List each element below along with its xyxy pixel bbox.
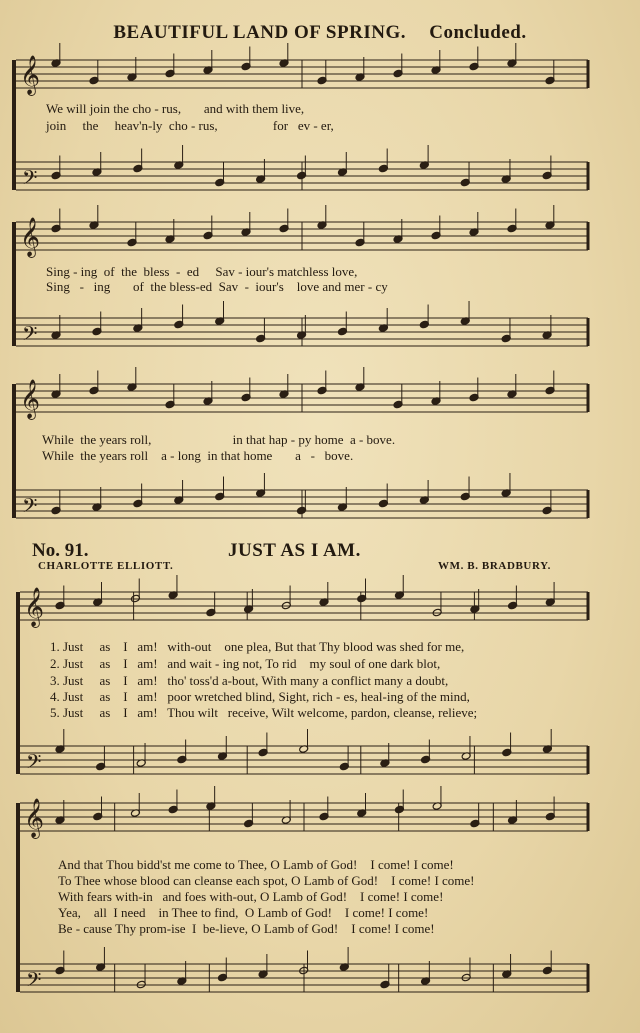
hymn2-title: JUST AS I AM. [228,540,361,561]
hymn2-verse1-a: 1. Just as I am! with-out one plea, But that Thy blood was shed for me, [50,639,465,654]
system2-bass-clef: 𝄢 [22,322,38,350]
system4-bass-clef: 𝄢 [26,750,42,778]
system5-bass-clef: 𝄢 [26,968,42,996]
hymn1-s3-lyric-line2: While the years roll a - long in that home a - bove. [42,448,354,463]
hymn2-lyricist: CHARLOTTE ELLIOTT. [38,560,174,572]
hymn1-s3-lyric-line1: While the years roll, in that hap - py home a - bove. [42,432,396,447]
hymn2-verse1-b: And that Thou bidd'st me come to Thee, O Lamb of God! I come! I come! [58,857,454,872]
hymn2-verse2-a: 2. Just as I am! and wait - ing not, To rid my soul of one dark blot, [50,656,441,671]
hymn1-heading [0,22,640,44]
hymn1-s2-lyric-line1: Sing - ing of the bless - ed Sav - iour's matchless love, [46,264,358,279]
hymn1-s1-lyric-line1: We will join the cho - rus, and with them live, [46,101,305,116]
system1-bass-clef: 𝄢 [22,166,38,194]
system4-treble-clef: 𝄞 [24,587,45,627]
hymn1-title: BEAUTIFUL LAND OF SPRING. [113,22,406,43]
hymn2-number: No. 91. [32,540,89,561]
hymn1-s1-lyric-line2: join the heav'n-ly cho - rus, for ev - er, [46,118,334,133]
system3-bass-clef: 𝄢 [22,494,38,522]
hymn2-verse3-b: With fears with-in and foes with-out, O Lamb of God! I come! I come! [58,889,444,904]
hymn2-composer: WM. B. BRADBURY. [438,560,552,572]
hymn2-verse2-b: To Thee whose blood can cleanse each spot, O Lamb of God! I come! I come! [58,873,475,888]
hymn2-verse4-a: 4. Just as I am! poor wretched blind, Sight, rich - es, heal-ing of the mind, [50,689,470,704]
hymn2-verse4-b: Yea, all I need in Thee to find, O Lamb of God! I come! I come! [58,905,429,920]
hymn2-verse3-a: 3. Just as I am! tho' toss'd a-bout, With many a conflict many a doubt, [50,673,449,688]
system3-treble-clef: 𝄞 [20,379,41,419]
hymn1-subtitle: Concluded. [429,22,527,43]
system1-treble-clef: 𝄞 [20,55,41,95]
hymn2-verse5-a: 5. Just as I am! Thou wilt receive, Wilt welcome, pardon, cleanse, relieve; [50,705,478,720]
hymn2-verse5-b: Be - cause Thy prom-ise I be-lieve, O Lamb of God! I come! I come! [58,921,435,936]
system5-treble-clef: 𝄞 [24,798,45,838]
system2-treble-clef: 𝄞 [20,217,41,257]
hymn1-s2-lyric-line2: Sing - ing of the bless-ed Sav - iour's love and mer - cy [46,279,388,294]
